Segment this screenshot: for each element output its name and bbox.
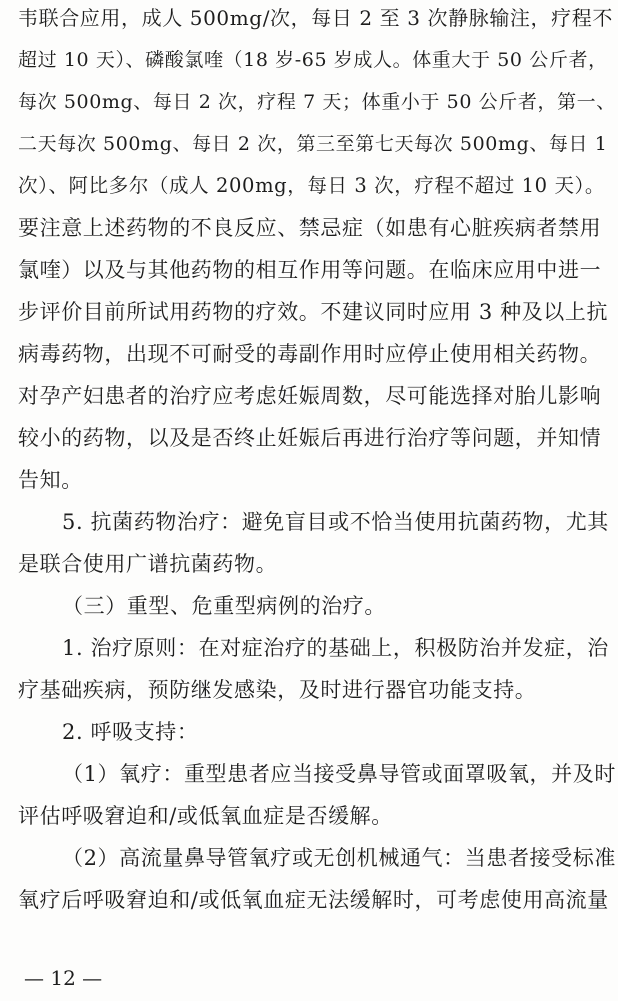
text-line: 告知。 (18, 468, 83, 492)
text-line: 1. 治疗原则：在对症治疗的基础上，积极防治并发症，治 (62, 636, 609, 660)
text-line: 次）、阿比多尔（成人 200mg，每日 3 次，疗程不超过 10 天）。 (18, 174, 606, 197)
text-line: （1）氧疗：重型患者应当接受鼻导管或面罩吸氧，并及时 (62, 762, 616, 786)
text-line: 疗基础疾病，预防继发感染，及时进行器官功能支持。 (18, 678, 537, 702)
text-line: 步评价目前所试用药物的疗效。不建议同时应用 3 种及以上抗 (18, 300, 609, 324)
text-line: 较小的药物，以及是否终止妊娠后再进行治疗等问题，并知情 (18, 426, 602, 450)
text-line: 评估呼吸窘迫和/或低氧血症是否缓解。 (18, 804, 393, 828)
text-line: 是联合使用广谱抗菌药物。 (18, 552, 278, 576)
text-line: 病毒药物，出现不可耐受的毒副作用时应停止使用相关药物。 (18, 342, 602, 366)
section-heading: 5. 抗菌药物治疗：避免盲目或不恰当使用抗菌药物，尤其 (62, 510, 609, 534)
text-line: （2）高流量鼻导管氧疗或无创机械通气：当患者接受标准 (62, 846, 616, 870)
text-line: 二天每次 500mg、每日 2 次，第三至第七天每次 500mg、每日 1 (18, 133, 608, 155)
text-line: 要注意上述药物的不良反应、禁忌症（如患有心脏疾病者禁用 (18, 216, 602, 240)
section-heading: （三）重型、危重型病例的治疗。 (62, 594, 386, 618)
text-line: 超过 10 天）、磷酸氯喹（18 岁-65 岁成人。体重大于 50 公斤者， (18, 49, 608, 71)
text-line: 氧疗后呼吸窘迫和/或低氧血症无法缓解时，可考虑使用高流量 (18, 888, 609, 912)
page-number: — 12 — (24, 966, 103, 990)
text-line: 对孕产妇患者的治疗应考虑妊娠周数，尽可能选择对胎儿影响 (18, 384, 602, 408)
text-line: 每次 500mg、每日 2 次，疗程 7 天；体重小于 50 公斤者，第一、 (18, 91, 616, 113)
section-heading: 2. 呼吸支持： (62, 720, 199, 744)
text-line: 韦联合应用，成人 500mg/次，每日 2 至 3 次静脉输注，疗程不 (18, 6, 613, 30)
text-line: 氯喹）以及与其他药物的相互作用等问题。在临床应用中进一 (18, 258, 602, 282)
